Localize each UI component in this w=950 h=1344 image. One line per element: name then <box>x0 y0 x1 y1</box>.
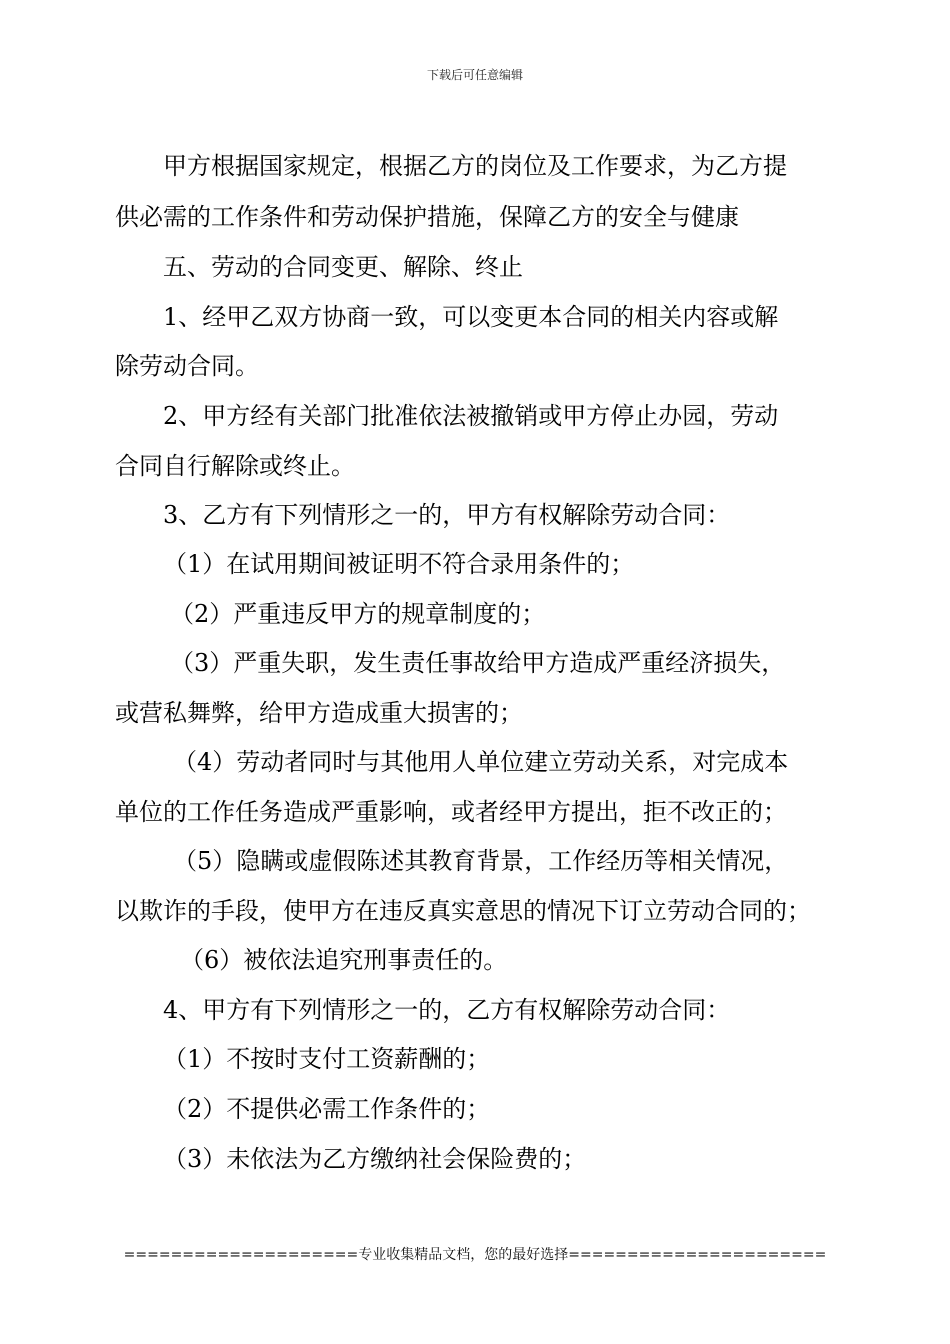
list-item: （4）劳动者同时与其他用人单位建立劳动关系，对完成本 <box>173 748 789 776</box>
page-footer: ====================专业收集精品文档，您的最好选择====================== <box>123 1247 827 1263</box>
paragraph-line: 2、甲方经有关部门批准依法被撤销或甲方停止办园，劳动 <box>163 402 779 430</box>
list-item: （6）被依法追究刑事责任的。 <box>180 946 508 974</box>
list-item-continuation: 以欺诈的手段，使甲方在违反真实意思的情况下订立劳动合同的； <box>115 897 811 925</box>
list-item-continuation: 或营私舞弊，给甲方造成重大损害的； <box>115 699 523 727</box>
paragraph-line: 4、甲方有下列情形之一的，乙方有权解除劳动合同： <box>163 996 731 1024</box>
list-item: （2）不提供必需工作条件的； <box>163 1095 491 1123</box>
list-item: （3）严重失职，发生责任事故给甲方造成严重经济损失， <box>170 649 786 677</box>
paragraph-line: 3、乙方有下列情形之一的，甲方有权解除劳动合同： <box>163 501 731 529</box>
list-item: （3）未依法为乙方缴纳社会保险费的； <box>163 1145 587 1173</box>
paragraph-line: 甲方根据国家规定，根据乙方的岗位及工作要求，为乙方提 <box>163 152 787 180</box>
list-item: （1）在试用期间被证明不符合录用条件的； <box>163 550 635 578</box>
list-item-continuation: 单位的工作任务造成严重影响，或者经甲方提出，拒不改正的； <box>115 798 787 826</box>
section-heading: 五、劳动的合同变更、解除、终止 <box>163 253 523 281</box>
paragraph-line: 除劳动合同。 <box>115 352 259 380</box>
paragraph-line: 供必需的工作条件和劳动保护措施，保障乙方的安全与健康 <box>115 203 739 231</box>
list-item: （5）隐瞒或虚假陈述其教育背景，工作经历等相关情况， <box>173 847 789 875</box>
paragraph-line: 合同自行解除或终止。 <box>115 452 355 480</box>
paragraph-line: 1、经甲乙双方协商一致，可以变更本合同的相关内容或解 <box>163 303 779 331</box>
page-header: 下载后可任意编辑 <box>426 68 523 82</box>
list-item: （1）不按时支付工资薪酬的； <box>163 1045 491 1073</box>
list-item: （2）严重违反甲方的规章制度的； <box>170 600 546 628</box>
